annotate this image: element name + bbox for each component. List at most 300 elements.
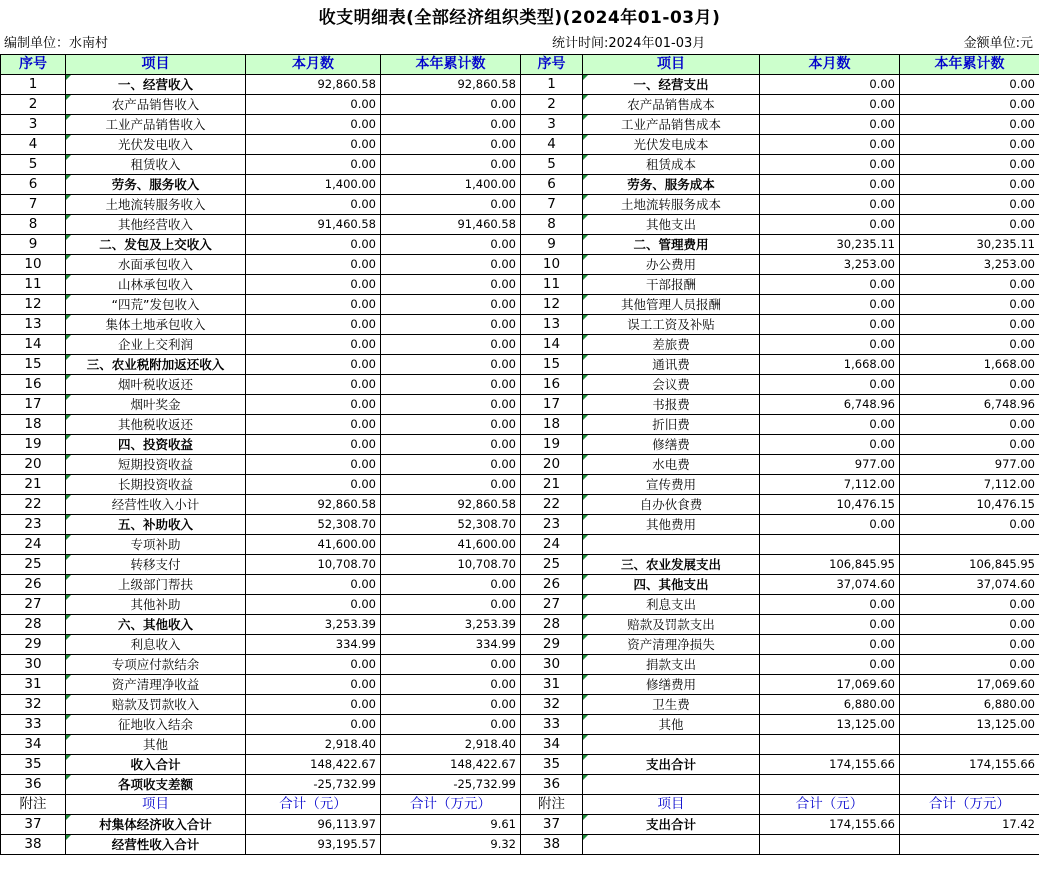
income-year-value: 0.00	[381, 195, 521, 215]
income-year-value: 41,600.00	[381, 535, 521, 555]
expense-item: 劳务、服务成本	[583, 175, 760, 195]
expense-year-value: 106,845.95	[900, 555, 1039, 575]
row-number: 6	[521, 175, 583, 195]
expense-item	[583, 775, 760, 795]
income-month-value: 0.00	[246, 115, 381, 135]
income-year-value: 0.00	[381, 435, 521, 455]
row-number: 18	[521, 415, 583, 435]
income-month-value: 0.00	[246, 715, 381, 735]
row-number: 36	[521, 775, 583, 795]
expense-year-value: 0.00	[900, 115, 1039, 135]
row-number: 9	[1, 235, 66, 255]
expense-item: 折旧费	[583, 415, 760, 435]
income-item: 收入合计	[66, 755, 246, 775]
income-item: 短期投资收益	[66, 455, 246, 475]
income-item: 六、其他收入	[66, 615, 246, 635]
table-row	[1, 175, 1039, 195]
income-item: 山林承包收入	[66, 275, 246, 295]
expense-year-value: 0.00	[900, 195, 1039, 215]
row-number: 9	[521, 235, 583, 255]
row-number: 23	[521, 515, 583, 535]
table-row	[1, 75, 1039, 95]
table-row	[1, 215, 1039, 235]
table-row	[1, 355, 1039, 375]
income-year-value: 91,460.58	[381, 215, 521, 235]
expense-item: 差旅费	[583, 335, 760, 355]
income-item: 专项应付款结余	[66, 655, 246, 675]
row-number: 24	[521, 535, 583, 555]
income-year-value: 0.00	[381, 295, 521, 315]
row-number: 37	[1, 815, 66, 835]
row-number: 30	[521, 655, 583, 675]
income-month-value: 0.00	[246, 155, 381, 175]
expense-month-value: 0.00	[760, 275, 900, 295]
expense-item: 二、管理费用	[583, 235, 760, 255]
expense-item: 租赁成本	[583, 155, 760, 175]
expense-item: 赔款及罚款支出	[583, 615, 760, 635]
income-month-value: 0.00	[246, 95, 381, 115]
row-number: 31	[521, 675, 583, 695]
expense-year-value: 0.00	[900, 275, 1039, 295]
expense-item: 支出合计	[583, 815, 760, 835]
income-item: 转移支付	[66, 555, 246, 575]
expense-month-value: 13,125.00	[760, 715, 900, 735]
expense-item: 修缮费	[583, 435, 760, 455]
table-row	[1, 455, 1039, 475]
expense-year-value: 6,748.96	[900, 395, 1039, 415]
income-item: 五、补助收入	[66, 515, 246, 535]
row-number: 15	[521, 355, 583, 375]
income-month-value: 0.00	[246, 455, 381, 475]
expense-year-value: 30,235.11	[900, 235, 1039, 255]
expense-year-value: 0.00	[900, 75, 1039, 95]
expense-item: 光伏发电成本	[583, 135, 760, 155]
row-number: 7	[521, 195, 583, 215]
header-seq: 序号	[521, 55, 583, 75]
header-item: 项目	[66, 55, 246, 75]
row-number: 30	[1, 655, 66, 675]
income-year-value: -25,732.99	[381, 775, 521, 795]
table-row	[1, 635, 1039, 655]
appendix-total-yuan-header: 合计（元）	[760, 795, 900, 815]
row-number: 36	[1, 775, 66, 795]
expense-item: 其他费用	[583, 515, 760, 535]
expense-month-value	[760, 775, 900, 795]
income-month-value: 0.00	[246, 415, 381, 435]
expense-year-value: 0.00	[900, 95, 1039, 115]
table-row	[1, 575, 1039, 595]
row-number: 10	[521, 255, 583, 275]
expense-item	[583, 835, 760, 855]
expense-month-value: 37,074.60	[760, 575, 900, 595]
income-year-value: 0.00	[381, 475, 521, 495]
header-item: 项目	[583, 55, 760, 75]
expense-year-value: 977.00	[900, 455, 1039, 475]
income-month-value: 0.00	[246, 255, 381, 275]
income-year-value: 0.00	[381, 415, 521, 435]
income-month-value: 3,253.39	[246, 615, 381, 635]
income-year-value: 0.00	[381, 395, 521, 415]
table-row	[1, 195, 1039, 215]
expense-month-value: 0.00	[760, 515, 900, 535]
expense-item: 干部报酬	[583, 275, 760, 295]
income-year-value: 2,918.40	[381, 735, 521, 755]
table-row	[1, 275, 1039, 295]
row-number: 19	[1, 435, 66, 455]
expense-item: 一、经营支出	[583, 75, 760, 95]
expense-month-value: 3,253.00	[760, 255, 900, 275]
appendix-item-header: 项目	[66, 795, 246, 815]
expense-item: 捐款支出	[583, 655, 760, 675]
row-number: 14	[521, 335, 583, 355]
income-month-value: 0.00	[246, 435, 381, 455]
expense-item: 支出合计	[583, 755, 760, 775]
income-month-value: 93,195.57	[246, 835, 381, 855]
income-item: 四、投资收益	[66, 435, 246, 455]
appendix-header-row	[1, 795, 1039, 815]
row-number: 26	[1, 575, 66, 595]
row-number: 17	[1, 395, 66, 415]
expense-year-value: 0.00	[900, 435, 1039, 455]
expense-month-value: 174,155.66	[760, 755, 900, 775]
income-year-value: 0.00	[381, 595, 521, 615]
expense-month-value: 0.00	[760, 95, 900, 115]
expense-year-value: 1,668.00	[900, 355, 1039, 375]
appendix-total-yuan-header: 合计（元）	[246, 795, 381, 815]
expense-year-value: 0.00	[900, 615, 1039, 635]
expense-month-value: 106,845.95	[760, 555, 900, 575]
expense-month-value	[760, 535, 900, 555]
row-number: 25	[521, 555, 583, 575]
row-number: 23	[1, 515, 66, 535]
expense-item: 水电费	[583, 455, 760, 475]
row-number: 5	[521, 155, 583, 175]
table-row	[1, 295, 1039, 315]
header-month: 本月数	[246, 55, 381, 75]
row-number: 15	[1, 355, 66, 375]
table-row	[1, 555, 1039, 575]
income-item: 利息收入	[66, 635, 246, 655]
expense-year-value: 6,880.00	[900, 695, 1039, 715]
expense-month-value: 0.00	[760, 415, 900, 435]
income-month-value: 0.00	[246, 595, 381, 615]
income-item: 经营性收入小计	[66, 495, 246, 515]
table-row	[1, 95, 1039, 115]
expense-month-value: 0.00	[760, 615, 900, 635]
income-month-value: 1,400.00	[246, 175, 381, 195]
income-month-value: 0.00	[246, 135, 381, 155]
header-seq: 序号	[1, 55, 66, 75]
appendix-total-wan-header: 合计（万元）	[900, 795, 1039, 815]
expense-year-value: 0.00	[900, 635, 1039, 655]
income-item: 长期投资收益	[66, 475, 246, 495]
table-row	[1, 435, 1039, 455]
row-number: 21	[1, 475, 66, 495]
table-row	[1, 115, 1039, 135]
row-number: 38	[521, 835, 583, 855]
table-row	[1, 675, 1039, 695]
table-row	[1, 615, 1039, 635]
row-number: 34	[521, 735, 583, 755]
income-year-value: 52,308.70	[381, 515, 521, 535]
table-row	[1, 255, 1039, 275]
report-title: 收支明细表(全部经济组织类型)(2024年01-03月)	[318, 8, 721, 28]
income-month-value: 92,860.58	[246, 75, 381, 95]
expense-month-value: 0.00	[760, 295, 900, 315]
expense-item: 自办伙食费	[583, 495, 760, 515]
expense-year-value: 0.00	[900, 215, 1039, 235]
table-row	[1, 475, 1039, 495]
appendix-note-label: 附注	[1, 795, 66, 815]
income-year-value: 0.00	[381, 675, 521, 695]
expense-item: 其他支出	[583, 215, 760, 235]
row-number: 20	[1, 455, 66, 475]
expense-month-value: 174,155.66	[760, 815, 900, 835]
row-number: 2	[521, 95, 583, 115]
table-row	[1, 395, 1039, 415]
income-month-value: 0.00	[246, 395, 381, 415]
row-number: 4	[521, 135, 583, 155]
income-month-value: 0.00	[246, 475, 381, 495]
expense-year-value: 0.00	[900, 515, 1039, 535]
expense-year-value	[900, 835, 1039, 855]
expense-month-value: 0.00	[760, 175, 900, 195]
income-year-value: 0.00	[381, 695, 521, 715]
income-month-value: 0.00	[246, 235, 381, 255]
income-month-value: 52,308.70	[246, 515, 381, 535]
appendix-body	[1, 795, 1039, 855]
expense-month-value	[760, 835, 900, 855]
income-year-value: 0.00	[381, 655, 521, 675]
income-item: 经营性收入合计	[66, 835, 246, 855]
row-number: 21	[521, 475, 583, 495]
row-number: 12	[521, 295, 583, 315]
row-number: 8	[1, 215, 66, 235]
expense-month-value: 0.00	[760, 335, 900, 355]
income-year-value: 0.00	[381, 115, 521, 135]
income-item: 劳务、服务收入	[66, 175, 246, 195]
expense-month-value: 977.00	[760, 455, 900, 475]
expense-item: 利息支出	[583, 595, 760, 615]
income-year-value: 0.00	[381, 275, 521, 295]
table-row	[1, 515, 1039, 535]
row-number: 13	[521, 315, 583, 335]
expense-item: 办公费用	[583, 255, 760, 275]
income-month-value: 2,918.40	[246, 735, 381, 755]
expense-year-value	[900, 775, 1039, 795]
row-number: 14	[1, 335, 66, 355]
expense-month-value: 0.00	[760, 135, 900, 155]
expense-item: 三、农业发展支出	[583, 555, 760, 575]
income-month-value: 0.00	[246, 275, 381, 295]
expense-month-value: 17,069.60	[760, 675, 900, 695]
income-item: 其他	[66, 735, 246, 755]
income-month-value: 0.00	[246, 315, 381, 335]
row-number: 1	[1, 75, 66, 95]
income-item: 其他经营收入	[66, 215, 246, 235]
expense-item: 其他	[583, 715, 760, 735]
expense-year-value: 13,125.00	[900, 715, 1039, 735]
income-month-value: 0.00	[246, 675, 381, 695]
income-year-value: 9.32	[381, 835, 521, 855]
income-year-value: 0.00	[381, 155, 521, 175]
row-number: 32	[1, 695, 66, 715]
income-item: 土地流转服务收入	[66, 195, 246, 215]
income-year-value: 0.00	[381, 235, 521, 255]
row-number: 11	[1, 275, 66, 295]
report-meta	[0, 34, 1039, 54]
expense-month-value: 0.00	[760, 155, 900, 175]
income-year-value: 0.00	[381, 715, 521, 735]
table-row	[1, 835, 1039, 855]
expense-year-value: 0.00	[900, 295, 1039, 315]
row-number: 33	[1, 715, 66, 735]
expense-item	[583, 735, 760, 755]
row-number: 16	[521, 375, 583, 395]
row-number: 32	[521, 695, 583, 715]
expense-year-value: 0.00	[900, 135, 1039, 155]
row-number: 3	[1, 115, 66, 135]
row-number: 29	[521, 635, 583, 655]
expense-year-value: 17,069.60	[900, 675, 1039, 695]
row-number: 7	[1, 195, 66, 215]
income-item: 各项收支差额	[66, 775, 246, 795]
row-number: 8	[521, 215, 583, 235]
table-row	[1, 695, 1039, 715]
row-number: 13	[1, 315, 66, 335]
income-month-value: 0.00	[246, 575, 381, 595]
income-item: 企业上交利润	[66, 335, 246, 355]
income-month-value: 0.00	[246, 355, 381, 375]
income-item: 专项补助	[66, 535, 246, 555]
income-year-value: 148,422.67	[381, 755, 521, 775]
income-item: 征地收入结余	[66, 715, 246, 735]
row-number: 34	[1, 735, 66, 755]
income-month-value: 0.00	[246, 375, 381, 395]
row-number: 10	[1, 255, 66, 275]
expense-item: 四、其他支出	[583, 575, 760, 595]
row-number: 28	[1, 615, 66, 635]
row-number: 22	[521, 495, 583, 515]
row-number: 27	[1, 595, 66, 615]
expense-year-value: 10,476.15	[900, 495, 1039, 515]
table-row	[1, 595, 1039, 615]
header-year: 本年累计数	[381, 55, 521, 75]
income-item: 租赁收入	[66, 155, 246, 175]
expense-item: 卫生费	[583, 695, 760, 715]
row-number: 31	[1, 675, 66, 695]
income-year-value: 0.00	[381, 255, 521, 275]
table-row	[1, 715, 1039, 735]
expense-year-value: 0.00	[900, 655, 1039, 675]
income-expense-table	[0, 54, 1039, 855]
income-year-value: 0.00	[381, 135, 521, 155]
income-month-value: 0.00	[246, 195, 381, 215]
income-year-value: 334.99	[381, 635, 521, 655]
appendix-note-label: 附注	[521, 795, 583, 815]
expense-item: 资产清理净损失	[583, 635, 760, 655]
income-year-value: 0.00	[381, 575, 521, 595]
row-number: 38	[1, 835, 66, 855]
currency-unit: 金额单位:元	[963, 36, 1033, 51]
expense-month-value: 0.00	[760, 75, 900, 95]
income-item: 集体土地承包收入	[66, 315, 246, 335]
income-year-value: 92,860.58	[381, 495, 521, 515]
row-number: 12	[1, 295, 66, 315]
income-year-value: 0.00	[381, 95, 521, 115]
row-number: 35	[521, 755, 583, 775]
income-item: 村集体经济收入合计	[66, 815, 246, 835]
income-item: 水面承包收入	[66, 255, 246, 275]
income-year-value: 1,400.00	[381, 175, 521, 195]
expense-item: 宣传费用	[583, 475, 760, 495]
expense-item: 土地流转服务成本	[583, 195, 760, 215]
table-row	[1, 375, 1039, 395]
expense-year-value: 0.00	[900, 175, 1039, 195]
expense-year-value: 0.00	[900, 415, 1039, 435]
income-item: 其他补助	[66, 595, 246, 615]
table-row	[1, 755, 1039, 775]
header-year: 本年累计数	[900, 55, 1039, 75]
income-year-value: 9.61	[381, 815, 521, 835]
table-row	[1, 735, 1039, 755]
row-number: 25	[1, 555, 66, 575]
income-month-value: 96,113.97	[246, 815, 381, 835]
table-row	[1, 775, 1039, 795]
income-month-value: 92,860.58	[246, 495, 381, 515]
income-month-value: 334.99	[246, 635, 381, 655]
income-item: 烟叶奖金	[66, 395, 246, 415]
expense-year-value: 0.00	[900, 375, 1039, 395]
row-number: 35	[1, 755, 66, 775]
expense-month-value: 6,880.00	[760, 695, 900, 715]
table-row	[1, 335, 1039, 355]
row-number: 24	[1, 535, 66, 555]
row-number: 18	[1, 415, 66, 435]
expense-item: 会议费	[583, 375, 760, 395]
table-row	[1, 235, 1039, 255]
expense-year-value: 0.00	[900, 155, 1039, 175]
table-row	[1, 155, 1039, 175]
row-number: 26	[521, 575, 583, 595]
expense-month-value	[760, 735, 900, 755]
income-month-value: 10,708.70	[246, 555, 381, 575]
income-month-value: 0.00	[246, 295, 381, 315]
expense-month-value: 0.00	[760, 595, 900, 615]
income-year-value: 0.00	[381, 355, 521, 375]
statistics-period: 统计时间:2024年01-03月	[552, 36, 706, 51]
income-item: 工业产品销售收入	[66, 115, 246, 135]
income-month-value: 0.00	[246, 655, 381, 675]
table-row	[1, 655, 1039, 675]
row-number: 2	[1, 95, 66, 115]
row-number: 33	[521, 715, 583, 735]
expense-year-value: 3,253.00	[900, 255, 1039, 275]
income-year-value: 92,860.58	[381, 75, 521, 95]
row-number: 17	[521, 395, 583, 415]
income-month-value: 91,460.58	[246, 215, 381, 235]
expense-month-value: 10,476.15	[760, 495, 900, 515]
row-number: 29	[1, 635, 66, 655]
income-item: 光伏发电收入	[66, 135, 246, 155]
expense-month-value: 6,748.96	[760, 395, 900, 415]
income-year-value: 0.00	[381, 315, 521, 335]
income-month-value: 41,600.00	[246, 535, 381, 555]
income-year-value: 0.00	[381, 455, 521, 475]
income-month-value: 148,422.67	[246, 755, 381, 775]
expense-year-value: 0.00	[900, 315, 1039, 335]
row-number: 4	[1, 135, 66, 155]
